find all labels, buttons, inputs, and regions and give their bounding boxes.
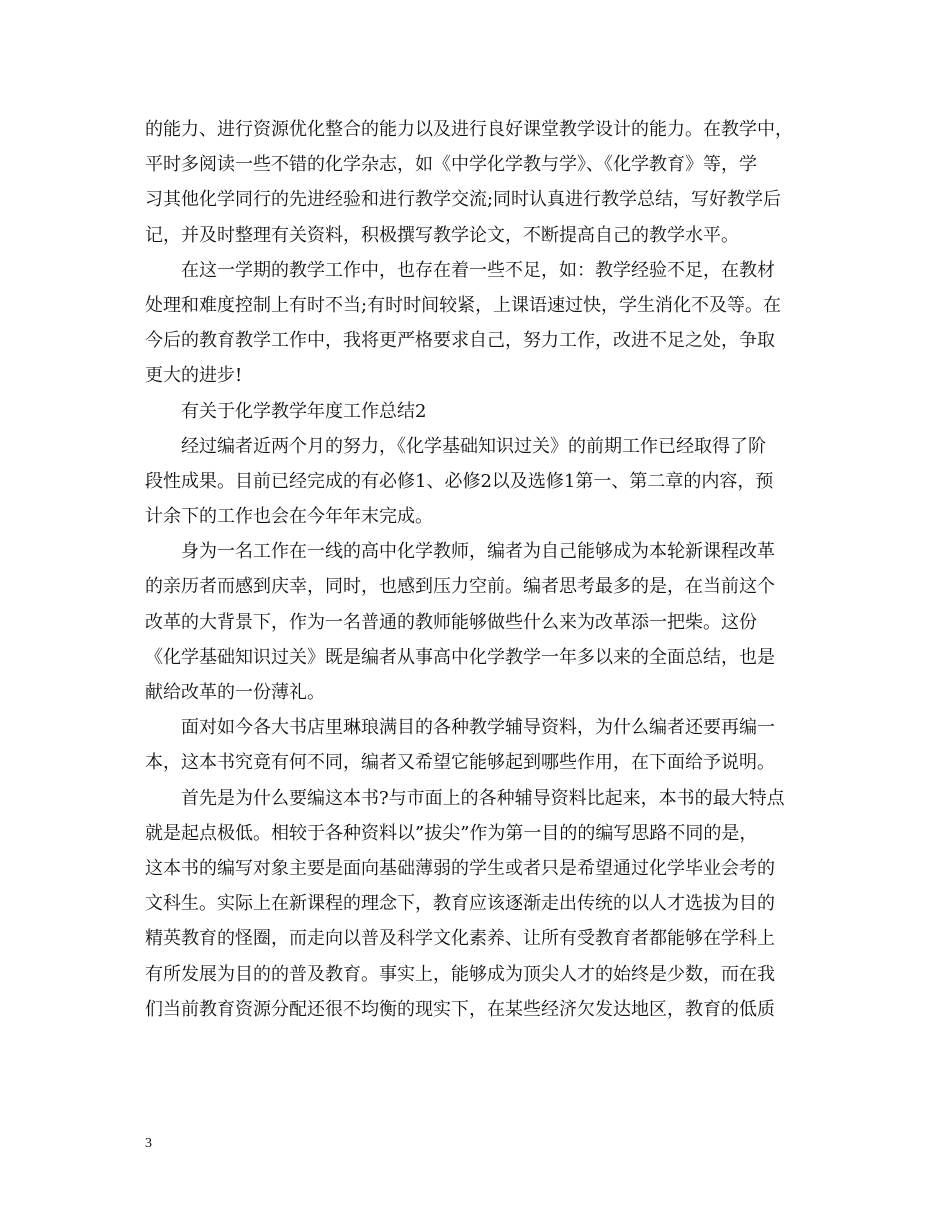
text-line: 首先是为什么要编这本书?与市面上的各种辅导资料比起来，本书的最大特点 bbox=[181, 787, 785, 809]
text-line: 身为一名工作在一线的高中化学教师，编者为自己能够成为本轮新课程改革 bbox=[181, 541, 775, 563]
text-line: 们当前教育资源分配还很不均衡的现实下，在某些经济欠发达地区，教育的低质 bbox=[145, 998, 775, 1020]
text-line: 处理和难度控制上有时不当;有时时间较紧，上课语速过快，学生消化不及等。在 bbox=[145, 294, 782, 316]
page-number: 3 bbox=[145, 1136, 152, 1151]
text-line: 经过编者近两个月的努力，《化学基础知识过关》的前期工作已经取得了阶 bbox=[181, 435, 766, 457]
text-line: 面对如今各大书店里琳琅满目的各种教学辅导资料，为什么编者还要再编一 bbox=[181, 717, 775, 739]
text-line: 计余下的工作也会在今年年末完成。 bbox=[145, 506, 433, 528]
text-line: 改革的大背景下，作为一名普通的教师能够做些什么来为改革添一把柴。这份 bbox=[145, 611, 757, 633]
body-text bbox=[145, 112, 809, 1027]
text-line: 记，并及时整理有关资料，积极撰写教学论文，不断提高自己的教学水平。 bbox=[145, 224, 739, 246]
text-line: 献给改革的一份薄礼。 bbox=[145, 682, 325, 703]
text-line: 有所发展为目的的普及教育。事实上，能够成为顶尖人才的始终是少数，而在我 bbox=[145, 963, 775, 985]
text-line: 有关于化学教学年度工作总结2 bbox=[181, 400, 427, 422]
text-line: 文科生。实际上在新课程的理念下，教育应该逐渐走出传统的以人才选拔为目的 bbox=[145, 893, 775, 915]
text-line: 这本书的编写对象主要是面向基础薄弱的学生或者只是希望通过化学毕业会考的 bbox=[145, 857, 775, 879]
text-line: 在这一学期的教学工作中，也存在着一些不足，如：教学经验不足，在教材 bbox=[181, 259, 775, 281]
text-line: 《化学基础知识过关》既是编者从事高中化学教学一年多以来的全面总结，也是 bbox=[145, 646, 775, 668]
text-line: 本，这本书究竟有何不同，编者又希望它能够起到哪些作用，在下面给予说明。 bbox=[145, 752, 775, 774]
text-line: 精英教育的怪圈，而走向以普及科学文化素养、让所有受教育者都能够在学科上 bbox=[145, 928, 775, 950]
text-line: 段性成果。目前已经完成的有必修1、必修2以及选修1第一、第二章的内容，预 bbox=[145, 470, 774, 492]
text-line: 更大的进步! bbox=[145, 365, 243, 387]
text-line: 的亲历者而感到庆幸，同时，也感到压力空前。编者思考最多的是，在当前这个 bbox=[145, 576, 775, 598]
text-line: 平时多阅读一些不错的化学杂志，如《中学化学教与学》、《化学教育》等，学 bbox=[145, 154, 757, 176]
text-line: 习其他化学同行的先进经验和进行教学交流;同时认真进行教学总结，写好教学后 bbox=[145, 189, 782, 211]
text-line: 就是起点极低。相较于各种资料以”拔尖”作为第一目的的编写思路不同的是， bbox=[145, 822, 758, 844]
text-line: 的能力、进行资源优化整合的能力以及进行良好课堂教学设计的能力。在教学中， bbox=[145, 119, 793, 140]
text-line: 今后的教育教学工作中，我将更严格要求自己，努力工作，改进不足之处，争取 bbox=[145, 330, 775, 352]
